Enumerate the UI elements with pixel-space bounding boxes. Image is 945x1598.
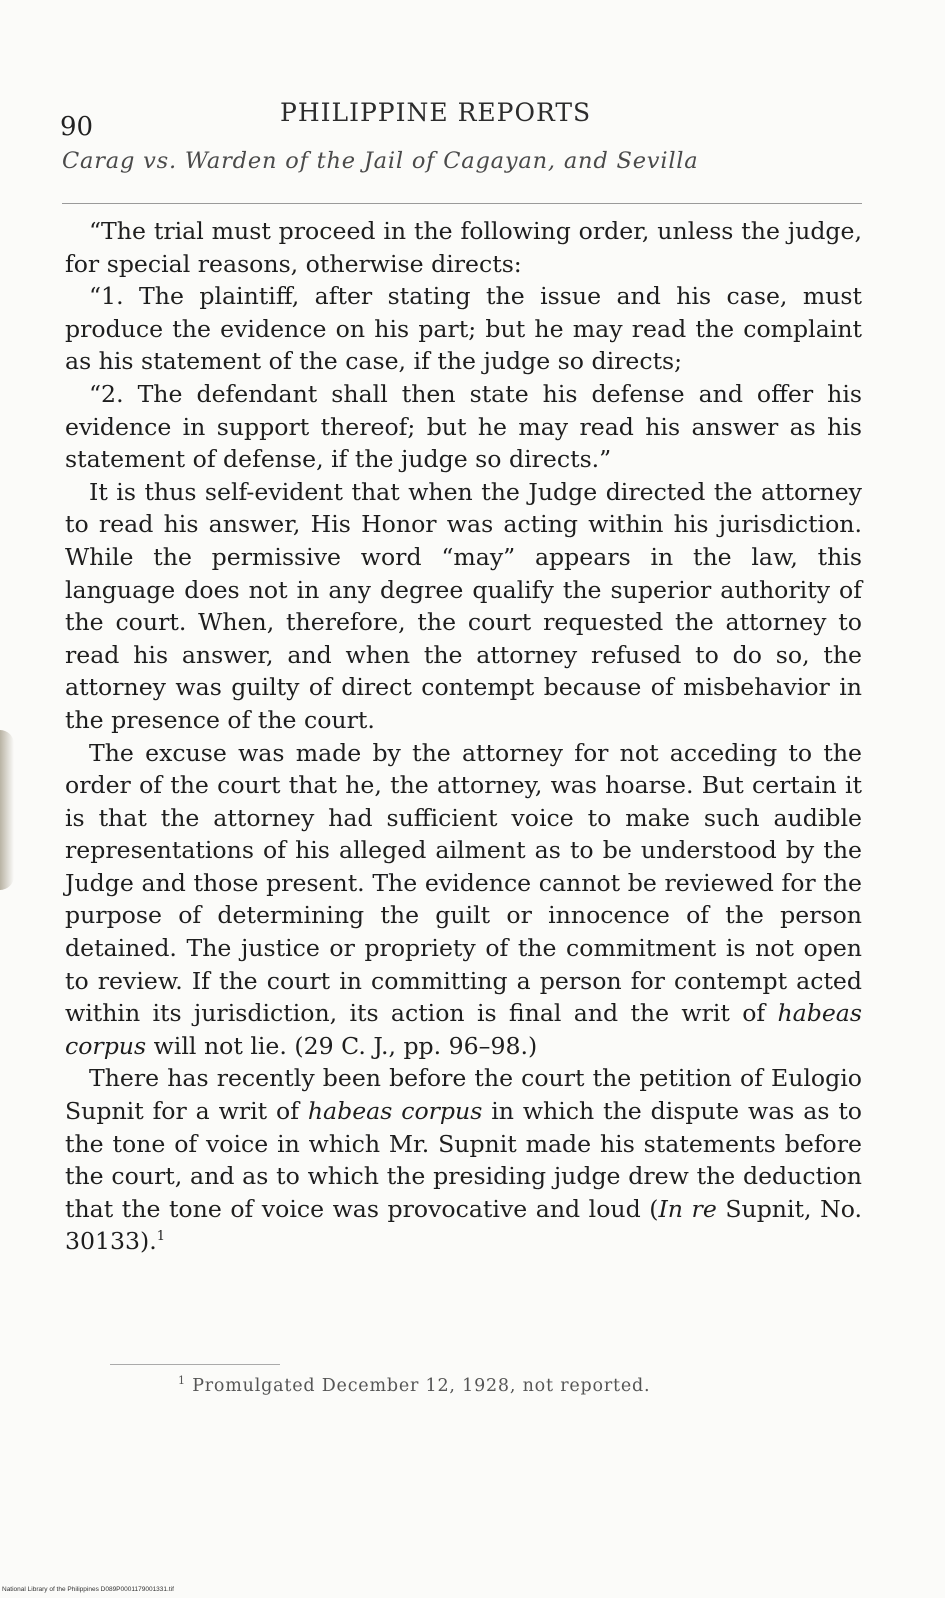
paragraph-excuse xyxy=(65,737,862,1063)
case-title: Carag vs. Warden of the Jail of Cagayan, and Sevilla xyxy=(62,148,699,174)
footnote xyxy=(178,1374,650,1396)
paragraph-supnit-text-1: There has recently been before the court the petition of Eulogio Supnit for a writ of xyxy=(65,1064,862,1126)
scan-shadow xyxy=(0,730,14,890)
page-number: 90 xyxy=(60,112,94,142)
paragraph-quote-intro: “The trial must proceed in the following order, unless the judge, for special reasons, otherwise directs: xyxy=(65,217,862,278)
body-text xyxy=(65,215,862,1258)
paragraph-supnit xyxy=(65,1062,862,1258)
paragraph-supnit-text-3: Supnit, No. 30133). xyxy=(65,1194,862,1256)
paragraph-supnit-text-2: in which the dispute was as to the tone of voice in which Mr. Supnit made his statements before the court, and as to which the presiding judge drew the deduction that the tone of voice was provocative and loud ( xyxy=(65,1097,862,1223)
running-head: PHILIPPINE REPORTS xyxy=(280,98,592,127)
habeas-corpus-term: habeas corpus xyxy=(307,1097,483,1126)
paragraph-excuse-citation: will not lie. (29 C. J., pp. 96–98.) xyxy=(146,1031,538,1060)
paragraph-excuse-text: The excuse was made by the attorney for not acceding to the order of the court that he, the attorney, was hoarse. But certain it is that the attorney had sufficient voice to make such audible representations of his alleged ailment as to be understood by the Judge and those present. The evidence cannot be reviewed for the purpose of determining the guilt or innocence of the person detained. The justice or propriety of the commitment is not open to review. If the court in committing a person for contempt acted within its jurisdiction, its action is final and the writ of xyxy=(65,738,862,1028)
paragraph-jurisdiction: It is thus self-evident that when the Judge directed the attorney to read his answer, His Honor was acting within his jurisdiction. While the permissive word “may” appears in the law, this language does not in any degree qualify the superior authority of the court. When, therefore, the court requested the attorney to read his answer, and when the attorney refused to do so, the attorney was guilty of direct contempt because of misbehavior in the presence of the court. xyxy=(65,477,862,734)
paragraph-quote-item-1: “1. The plaintiff, after stating the issue and his case, must produce the evidence on his part; but he may read the complaint as his statement of the case, if the judge so directs; xyxy=(65,282,862,376)
header-rule xyxy=(62,203,862,204)
footnote-reference: 1 xyxy=(156,1229,166,1245)
footnote-mark: 1 xyxy=(178,1374,186,1387)
paragraph-quote-item-2: “2. The defendant shall then state his defense and offer his evidence in support thereof; but he may read his answer as his statement of defense, if the judge so directs.” xyxy=(65,379,862,474)
in-re-term: In re xyxy=(658,1194,717,1223)
footnote-rule xyxy=(110,1364,280,1365)
habeas-corpus-term: habeas corpus xyxy=(65,999,862,1060)
footnote-text: Promulgated December 12, 1928, not reported. xyxy=(192,1375,651,1396)
scan-credit: National Library of the Philippines D089P0001179001331.tif xyxy=(2,1586,174,1593)
